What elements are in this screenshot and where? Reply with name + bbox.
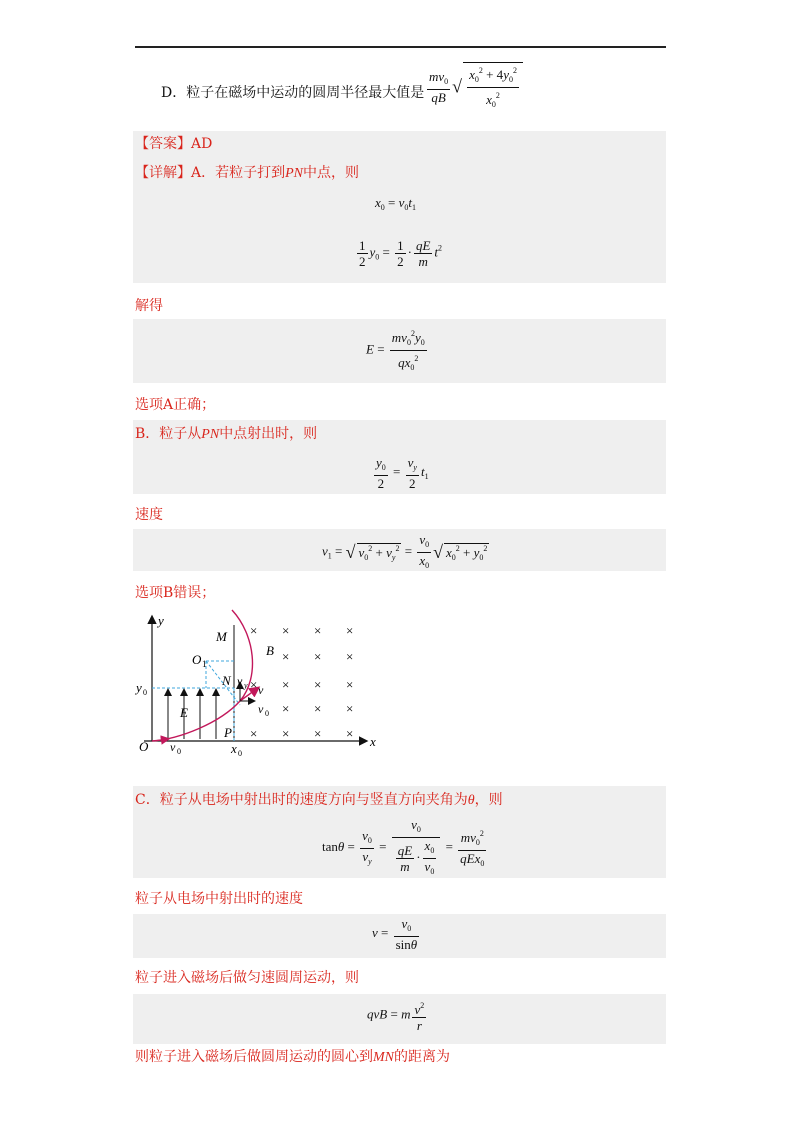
field-cross: × [346,677,354,692]
origin-label: O [139,739,149,754]
option-b-suffix: 中点射出时，则 [219,426,318,442]
label-m: M [216,629,227,644]
magnetic-field-crosses [250,623,353,741]
field-cross: × [314,701,322,716]
field-cross: × [250,623,258,638]
field-cross: × [314,623,322,638]
field-diagram [130,605,390,765]
solve-label: 解得 [135,298,163,314]
last-line-mn: MN [373,1050,394,1065]
eq-y0: $\frac{1}{2}$ $y_0$ = $\frac{1}{2}$ · $\frac{qE}{m}$ $t^2$ [359,238,443,269]
field-cross: × [346,623,354,638]
label-v0-n-sub: 0 [265,709,269,718]
eq-qvb: qvB = m $\frac{v^2}{r}$ [367,998,428,1033]
eq-x0: $x_0 = v_0t_1$ [375,195,417,212]
label-o1: O [192,652,202,667]
answer-line [135,134,212,154]
field-cross: × [346,649,354,664]
answer-text: 【答案】AD [135,136,213,152]
detail-a: A．若粒子打到 [191,165,286,181]
label-x0-sub: 0 [238,749,242,758]
option-b-line [135,424,317,445]
y-axis-label: y [158,613,164,628]
label-n: N [222,673,231,688]
label-v0-n: v [258,702,264,716]
label-v0-origin: v [170,740,176,754]
detail-prefix: 【详解】 [135,165,191,181]
option-b-prefix: B．粒子从 [135,426,202,442]
last-line-text: 则粒子进入磁场后做圆周运动的圆心到 [135,1049,373,1065]
label-vy-sub: y [244,681,248,690]
label-y0: y [136,680,142,695]
detail-line [135,163,359,184]
option-c-text: C．粒子从电场中射出时的速度方向与竖直方向夹角为 [135,792,468,808]
label-vy: v [237,674,243,688]
label-b: B [266,643,274,658]
option-c-theta: θ [467,793,475,808]
option-b-result: 选项B错误； [135,585,216,601]
top-rule [135,46,666,48]
field-cross: × [314,649,322,664]
last-line-end: 的距离为 [394,1049,450,1065]
option-c-end: ，则 [474,792,503,808]
eq-y0-half: $\frac{y_0}{2}$ = $\frac{v_y}{2}$ $t_1$ [376,455,429,491]
option-d-formula: $\frac{mv_0}{qB}$ √ $\frac{x_0^2 + 4y_0^2}{x_0^2}$ [425,62,523,112]
detail-a-end: 中点，则 [303,165,360,181]
field-cross: × [250,726,258,741]
eq-v: v = $\frac{v_0}{\sin\theta}$ [372,916,418,952]
label-o1-sub: 1 [202,659,207,669]
exit-speed-label: 粒子从电场中射出时的速度 [135,891,303,907]
label-p: P [224,725,232,740]
field-cross: × [282,649,290,664]
field-cross: × [314,677,322,692]
detail-pn: PN [285,166,304,181]
eq-v1: $v_1$ = √ $v_0^2 + v_y^2$ = $\frac{v_0}{x_0}$ √ $x_0^2 + y_0^2$ [322,532,488,570]
speed-label: 速度 [135,507,163,523]
option-a-result: 选项A正确； [135,397,216,413]
option-c-line [135,790,503,811]
label-v0-origin-sub: 0 [177,747,181,756]
field-cross: × [314,726,322,741]
field-cross: × [282,726,290,741]
field-cross: × [282,623,290,638]
last-line [135,1047,450,1068]
field-cross: × [346,701,354,716]
option-d [161,83,424,103]
option-b-pn: PN [201,427,220,442]
label-e: E [180,705,188,720]
option-d-label: D．粒子在磁场中运动的圆周半径最大值是 [161,85,425,101]
field-cross: × [250,677,258,692]
label-v: v [258,683,264,697]
label-y0-sub: 0 [143,688,147,697]
x-axis-label: x [370,734,376,749]
eq-tan: tanθ = $\frac{v_0}{v_y}$ = $v_0$ $\frac{qE}{m}$ · $\frac{x_0}{v_0}$ = $\frac{mv_0^2}{qEx_0}$ [322,817,485,876]
eq-E: E = $\frac{mv_0^2y_0}{qx_0^2}$ [366,326,429,375]
circular-label: 粒子进入磁场后做匀速圆周运动，则 [135,970,359,986]
field-cross: × [346,726,354,741]
field-cross: × [282,677,290,692]
label-x0: x [231,741,237,756]
field-cross: × [282,701,290,716]
